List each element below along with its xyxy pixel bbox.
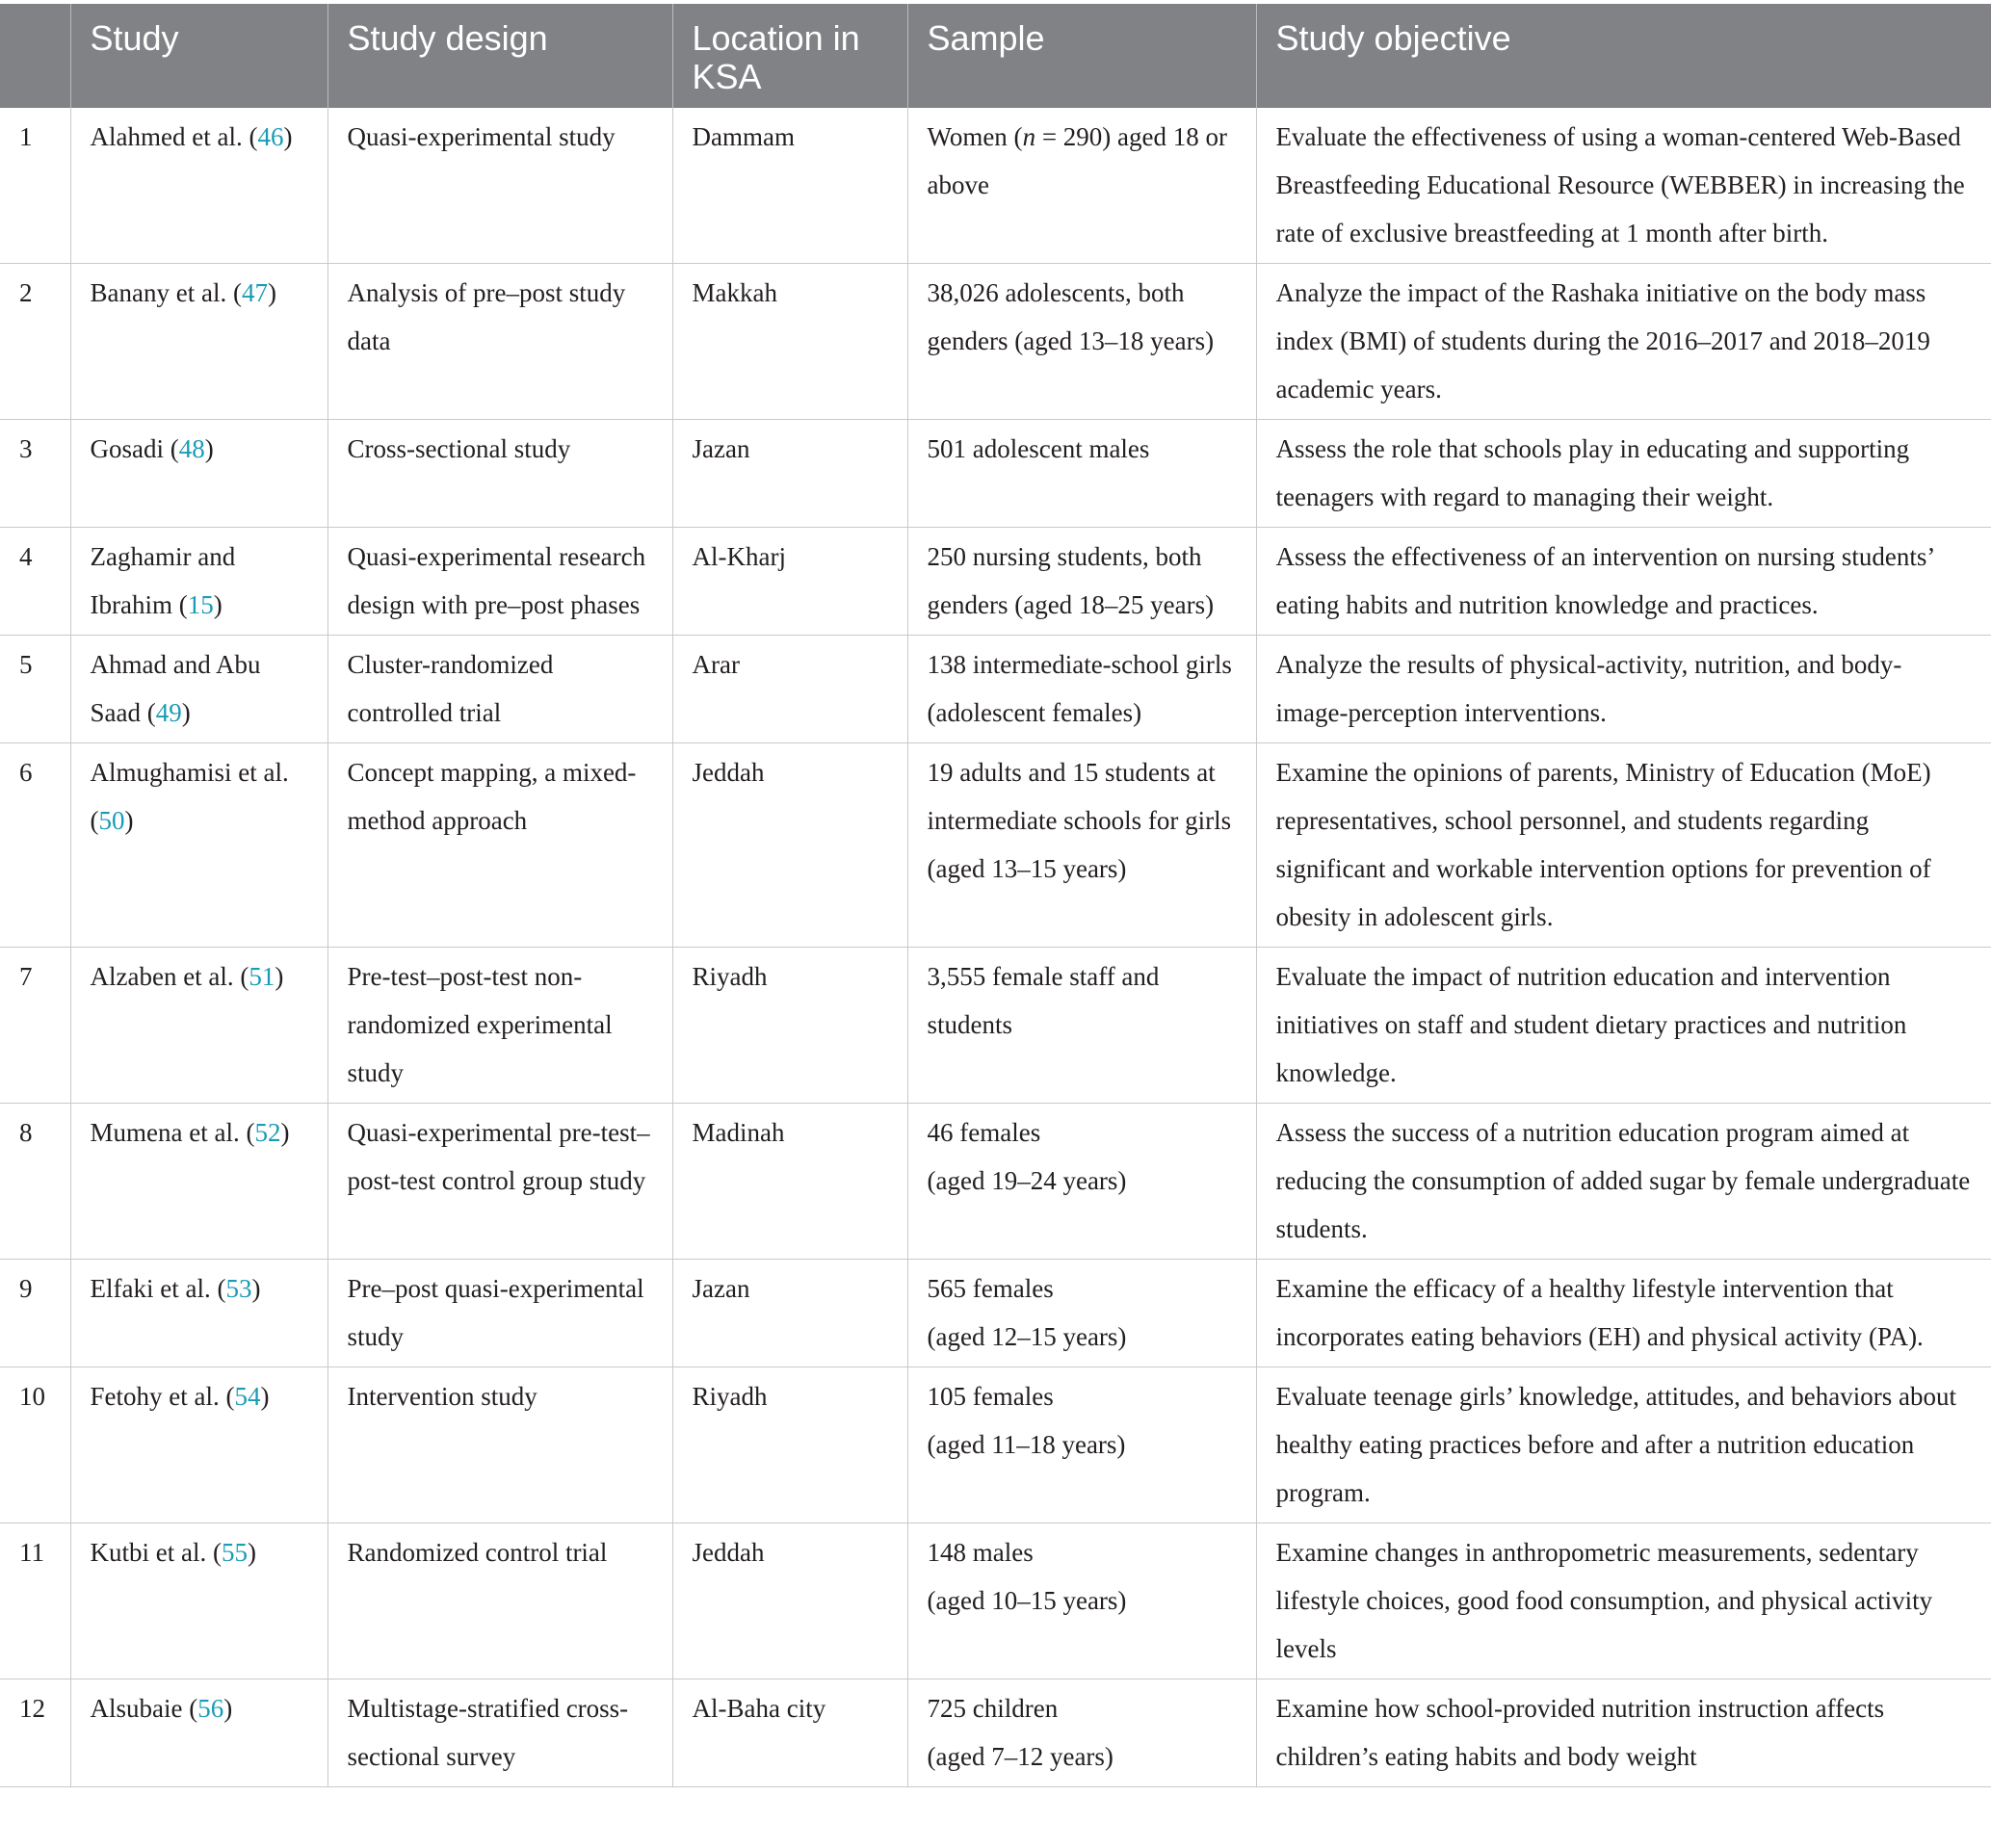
study-paren: ): [251, 1274, 261, 1303]
reference-link[interactable]: 15: [187, 590, 214, 619]
study-cell: [70, 108, 327, 264]
sample-cell: 250 nursing students, both genders (aged 18–25 years): [907, 528, 1256, 636]
location-cell: Dammam: [672, 108, 907, 264]
table-header: [0, 4, 1991, 108]
objective-cell: Analyze the impact of the Rashaka initiative on the body mass index (BMI) of students during the 2016–2017 and 2018–2019 academic years.: [1256, 264, 1991, 420]
study-paren: ): [223, 1694, 233, 1723]
sample-line: (aged 7–12 years): [927, 1742, 1113, 1771]
header-sample: Sample: [907, 4, 1256, 108]
row-number: 4: [0, 528, 70, 636]
sample-text: Women (: [927, 122, 1023, 151]
study-paren: ): [204, 434, 214, 463]
study-author: Ahmad and Abu Saad (: [90, 650, 261, 727]
table-body: [0, 108, 1991, 1787]
row-number: 3: [0, 420, 70, 528]
study-cell: [70, 528, 327, 636]
header-study-objective: Study objective: [1256, 4, 1991, 108]
design-cell: Concept mapping, a mixed-method approach: [327, 743, 672, 948]
sample-line: 725 children: [927, 1694, 1059, 1723]
studies-table-container: [0, 4, 1991, 1787]
study-author: Almughamisi et al. (: [90, 758, 289, 835]
study-author: Zaghamir and Ibrahim (: [90, 542, 236, 619]
objective-cell: Examine the opinions of parents, Ministry of Education (MoE) representatives, school personnel, and students regarding significant and workable intervention options for prevention of obesity in adolescent girls.: [1256, 743, 1991, 948]
row-number: 10: [0, 1367, 70, 1523]
sample-cell: 38,026 adolescents, both genders (aged 13–18 years): [907, 264, 1256, 420]
design-cell: Pre-test–post-test non-randomized experimental study: [327, 948, 672, 1104]
study-author: Kutbi et al. (: [90, 1538, 222, 1567]
reference-link[interactable]: 46: [257, 122, 284, 151]
objective-cell: Evaluate teenage girls’ knowledge, attitudes, and behaviors about healthy eating practices before and after a nutrition education program.: [1256, 1367, 1991, 1523]
sample-line: 148 males: [927, 1538, 1034, 1567]
design-cell: Quasi-experimental study: [327, 108, 672, 264]
table-row: [0, 1523, 1991, 1679]
reference-link[interactable]: 53: [225, 1274, 252, 1303]
design-cell: Quasi-experimental pre-test–post-test control group study: [327, 1104, 672, 1260]
row-number: 8: [0, 1104, 70, 1260]
objective-cell: Examine changes in anthropometric measurements, sedentary lifestyle choices, good food consumption, and physical activity levels: [1256, 1523, 1991, 1679]
reference-link[interactable]: 48: [178, 434, 205, 463]
study-cell: [70, 264, 327, 420]
study-cell: [70, 1523, 327, 1679]
study-paren: ): [267, 278, 276, 307]
location-cell: Al-Baha city: [672, 1679, 907, 1787]
table-row: [0, 636, 1991, 743]
study-cell: [70, 420, 327, 528]
row-number: 5: [0, 636, 70, 743]
row-number: 7: [0, 948, 70, 1104]
sample-line: (aged 10–15 years): [927, 1586, 1127, 1615]
study-cell: [70, 1260, 327, 1367]
study-cell: [70, 743, 327, 948]
header-row: [0, 4, 1991, 108]
location-cell: Madinah: [672, 1104, 907, 1260]
study-author: Alzaben et al. (: [90, 962, 249, 991]
objective-cell: Examine the efficacy of a healthy lifestyle intervention that incorporates eating behaviors (EH) and physical activity (PA).: [1256, 1260, 1991, 1367]
study-author: Banany et al. (: [90, 278, 242, 307]
sample-line: (aged 19–24 years): [927, 1166, 1127, 1195]
row-number: 11: [0, 1523, 70, 1679]
reference-link[interactable]: 54: [234, 1382, 261, 1411]
study-cell: [70, 1679, 327, 1787]
table-row: [0, 743, 1991, 948]
sample-line: 46 females: [927, 1118, 1041, 1147]
objective-cell: Assess the role that schools play in educating and supporting teenagers with regard to managing their weight.: [1256, 420, 1991, 528]
sample-cell: [907, 1523, 1256, 1679]
header-study-design: Study design: [327, 4, 672, 108]
sample-cell: [907, 1104, 1256, 1260]
design-cell: Randomized control trial: [327, 1523, 672, 1679]
location-cell: Jazan: [672, 420, 907, 528]
table-row: [0, 108, 1991, 264]
study-cell: [70, 1104, 327, 1260]
sample-cell: 138 intermediate-school girls (adolescent females): [907, 636, 1256, 743]
objective-cell: Examine how school-provided nutrition instruction affects children’s eating habits and body weight: [1256, 1679, 1991, 1787]
row-number: 6: [0, 743, 70, 948]
header-number: [0, 4, 70, 108]
sample-cell: [907, 1367, 1256, 1523]
sample-line: (aged 12–15 years): [927, 1322, 1127, 1351]
design-cell: Pre–post quasi-experimental study: [327, 1260, 672, 1367]
row-number: 2: [0, 264, 70, 420]
header-location: Location in KSA: [672, 4, 907, 108]
study-cell: [70, 1367, 327, 1523]
study-paren: ): [247, 1538, 256, 1567]
design-cell: Analysis of pre–post study data: [327, 264, 672, 420]
design-cell: Intervention study: [327, 1367, 672, 1523]
sample-line: 105 females: [927, 1382, 1054, 1411]
sample-cell: [907, 1260, 1256, 1367]
location-cell: Jeddah: [672, 743, 907, 948]
sample-cell: [907, 108, 1256, 264]
reference-link[interactable]: 52: [254, 1118, 281, 1147]
study-cell: [70, 636, 327, 743]
sample-line: 565 females: [927, 1274, 1054, 1303]
study-author: Alsubaie (: [90, 1694, 198, 1723]
objective-cell: Evaluate the effectiveness of using a woman-centered Web-Based Breastfeeding Educational Resource (WEBBER) in increasing the rate of exclusive breastfeeding at 1 month after birth.: [1256, 108, 1991, 264]
design-cell: Quasi-experimental research design with pre–post phases: [327, 528, 672, 636]
row-number: 9: [0, 1260, 70, 1367]
study-paren: ): [280, 1118, 290, 1147]
row-number: 1: [0, 108, 70, 264]
objective-cell: Analyze the results of physical-activity, nutrition, and body-image-perception interventions.: [1256, 636, 1991, 743]
table-row: [0, 420, 1991, 528]
reference-link[interactable]: 49: [155, 698, 182, 727]
study-paren: ): [181, 698, 191, 727]
location-cell: Riyadh: [672, 1367, 907, 1523]
study-paren: ): [260, 1382, 270, 1411]
location-cell: Riyadh: [672, 948, 907, 1104]
table-row: [0, 1679, 1991, 1787]
studies-table: [0, 4, 1991, 1787]
location-cell: Arar: [672, 636, 907, 743]
objective-cell: Evaluate the impact of nutrition education and intervention initiatives on staff and student dietary practices and nutrition knowledge.: [1256, 948, 1991, 1104]
sample-cell: 3,555 female staff and students: [907, 948, 1256, 1104]
study-author: Gosadi (: [90, 434, 179, 463]
reference-link[interactable]: 51: [249, 962, 275, 991]
study-paren: ): [124, 806, 134, 835]
reference-link[interactable]: 55: [221, 1538, 248, 1567]
objective-cell: Assess the success of a nutrition education program aimed at reducing the consumption of added sugar by female undergraduate students.: [1256, 1104, 1991, 1260]
table-row: [0, 264, 1991, 420]
objective-cell: Assess the effectiveness of an intervention on nursing students’ eating habits and nutrition knowledge and practices.: [1256, 528, 1991, 636]
location-cell: Makkah: [672, 264, 907, 420]
sample-cell: [907, 1679, 1256, 1787]
row-number: 12: [0, 1679, 70, 1787]
header-study: Study: [70, 4, 327, 108]
study-author: Elfaki et al. (: [90, 1274, 226, 1303]
study-author: Alahmed et al. (: [90, 122, 258, 151]
reference-link[interactable]: 56: [197, 1694, 224, 1723]
sample-text: = 290) aged 18 or above: [927, 122, 1227, 199]
table-row: [0, 948, 1991, 1104]
table-row: [0, 1104, 1991, 1260]
reference-link[interactable]: 50: [98, 806, 125, 835]
design-cell: Cluster-randomized controlled trial: [327, 636, 672, 743]
study-cell: [70, 948, 327, 1104]
study-paren: ): [275, 962, 284, 991]
sample-cell: 501 adolescent males: [907, 420, 1256, 528]
study-author: Mumena et al. (: [90, 1118, 255, 1147]
study-paren: ): [283, 122, 293, 151]
location-cell: Jeddah: [672, 1523, 907, 1679]
table-row: [0, 1367, 1991, 1523]
study-author: Fetohy et al. (: [90, 1382, 235, 1411]
sample-line: (aged 11–18 years): [927, 1430, 1126, 1459]
reference-link[interactable]: 47: [241, 278, 268, 307]
design-cell: Multistage-stratified cross-sectional survey: [327, 1679, 672, 1787]
sample-cell: 19 adults and 15 students at intermediate schools for girls (aged 13–15 years): [907, 743, 1256, 948]
location-cell: Al-Kharj: [672, 528, 907, 636]
study-paren: ): [213, 590, 223, 619]
table-row: [0, 1260, 1991, 1367]
sample-italic: n: [1022, 122, 1036, 151]
design-cell: Cross-sectional study: [327, 420, 672, 528]
location-cell: Jazan: [672, 1260, 907, 1367]
table-row: [0, 528, 1991, 636]
